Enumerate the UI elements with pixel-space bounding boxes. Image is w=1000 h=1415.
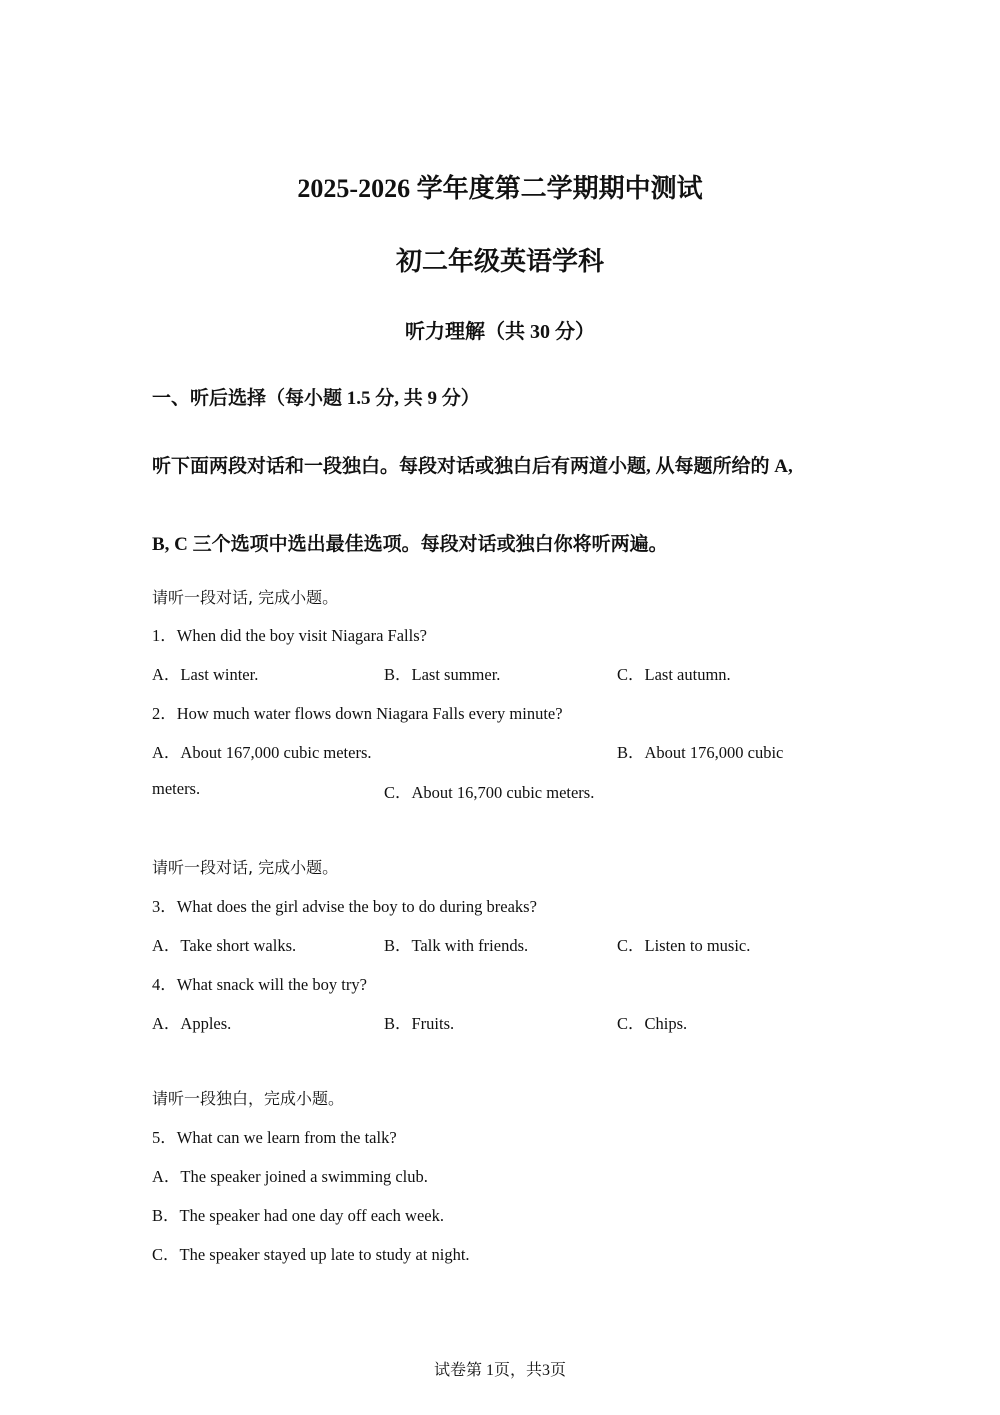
question-1-option-a: A．Last winter.: [152, 665, 259, 684]
question-2-stem: 2．How much water flows down Niagara Falls every minute?: [152, 704, 563, 723]
question-1-option-b: B．Last summer.: [384, 665, 501, 684]
question-3-option-a: A．Take short walks.: [152, 936, 297, 955]
question-4-stem: 4．What snack will the boy try?: [152, 975, 367, 994]
listening-prompt-1: 请听一段对话, 完成小题。: [152, 588, 339, 607]
section-instruction-line-2: B, C 三个选项中选出最佳选项。每段对话或独白你将听两遍。: [152, 534, 668, 555]
section-instruction-line-1: 听下面两段对话和一段独白。每段对话或独白后有两道小题, 从每题所给的 A,: [152, 456, 793, 477]
question-4-option-a: A．Apples.: [152, 1014, 232, 1033]
question-2-option-b: B．About 176,000 cubic: [617, 743, 784, 762]
question-1-stem: 1．When did the boy visit Niagara Falls?: [152, 626, 427, 645]
listening-prompt-3: 请听一段独白，完成小题。: [152, 1089, 345, 1108]
question-3-option-b: B．Talk with friends.: [384, 936, 529, 955]
listening-prompt-2: 请听一段对话, 完成小题。: [152, 858, 339, 877]
question-1-option-c: C．Last autumn.: [617, 665, 731, 684]
page-footer: 试卷第 1页，共3页: [433, 1362, 566, 1379]
question-5-option-b: B．The speaker had one day off each week.: [152, 1206, 444, 1225]
question-5-option-c: C．The speaker stayed up late to study at night.: [152, 1245, 470, 1264]
question-5-option-a: A．The speaker joined a swimming club.: [152, 1167, 428, 1186]
question-3-option-c: C．Listen to music.: [617, 936, 751, 955]
question-3-stem: 3．What does the girl advise the boy to do during breaks?: [152, 897, 537, 916]
part-heading: 听力理解（共 30 分）: [405, 321, 595, 343]
question-2-option-a: A．About 167,000 cubic meters.: [152, 743, 372, 762]
exam-title: 2025-2026 学年度第二学期期中测试: [297, 174, 703, 203]
question-5-stem: 5．What can we learn from the talk?: [152, 1128, 397, 1147]
question-2-option-c: C．About 16,700 cubic meters.: [384, 783, 595, 802]
section-heading: 一、听后选择（每小题 1.5 分, 共 9 分）: [152, 388, 480, 409]
exam-subtitle: 初二年级英语学科: [395, 247, 604, 276]
question-4-option-b: B．Fruits.: [384, 1014, 455, 1033]
question-2-option-b-continued: meters.: [152, 779, 201, 798]
question-4-option-c: C．Chips.: [617, 1014, 688, 1033]
